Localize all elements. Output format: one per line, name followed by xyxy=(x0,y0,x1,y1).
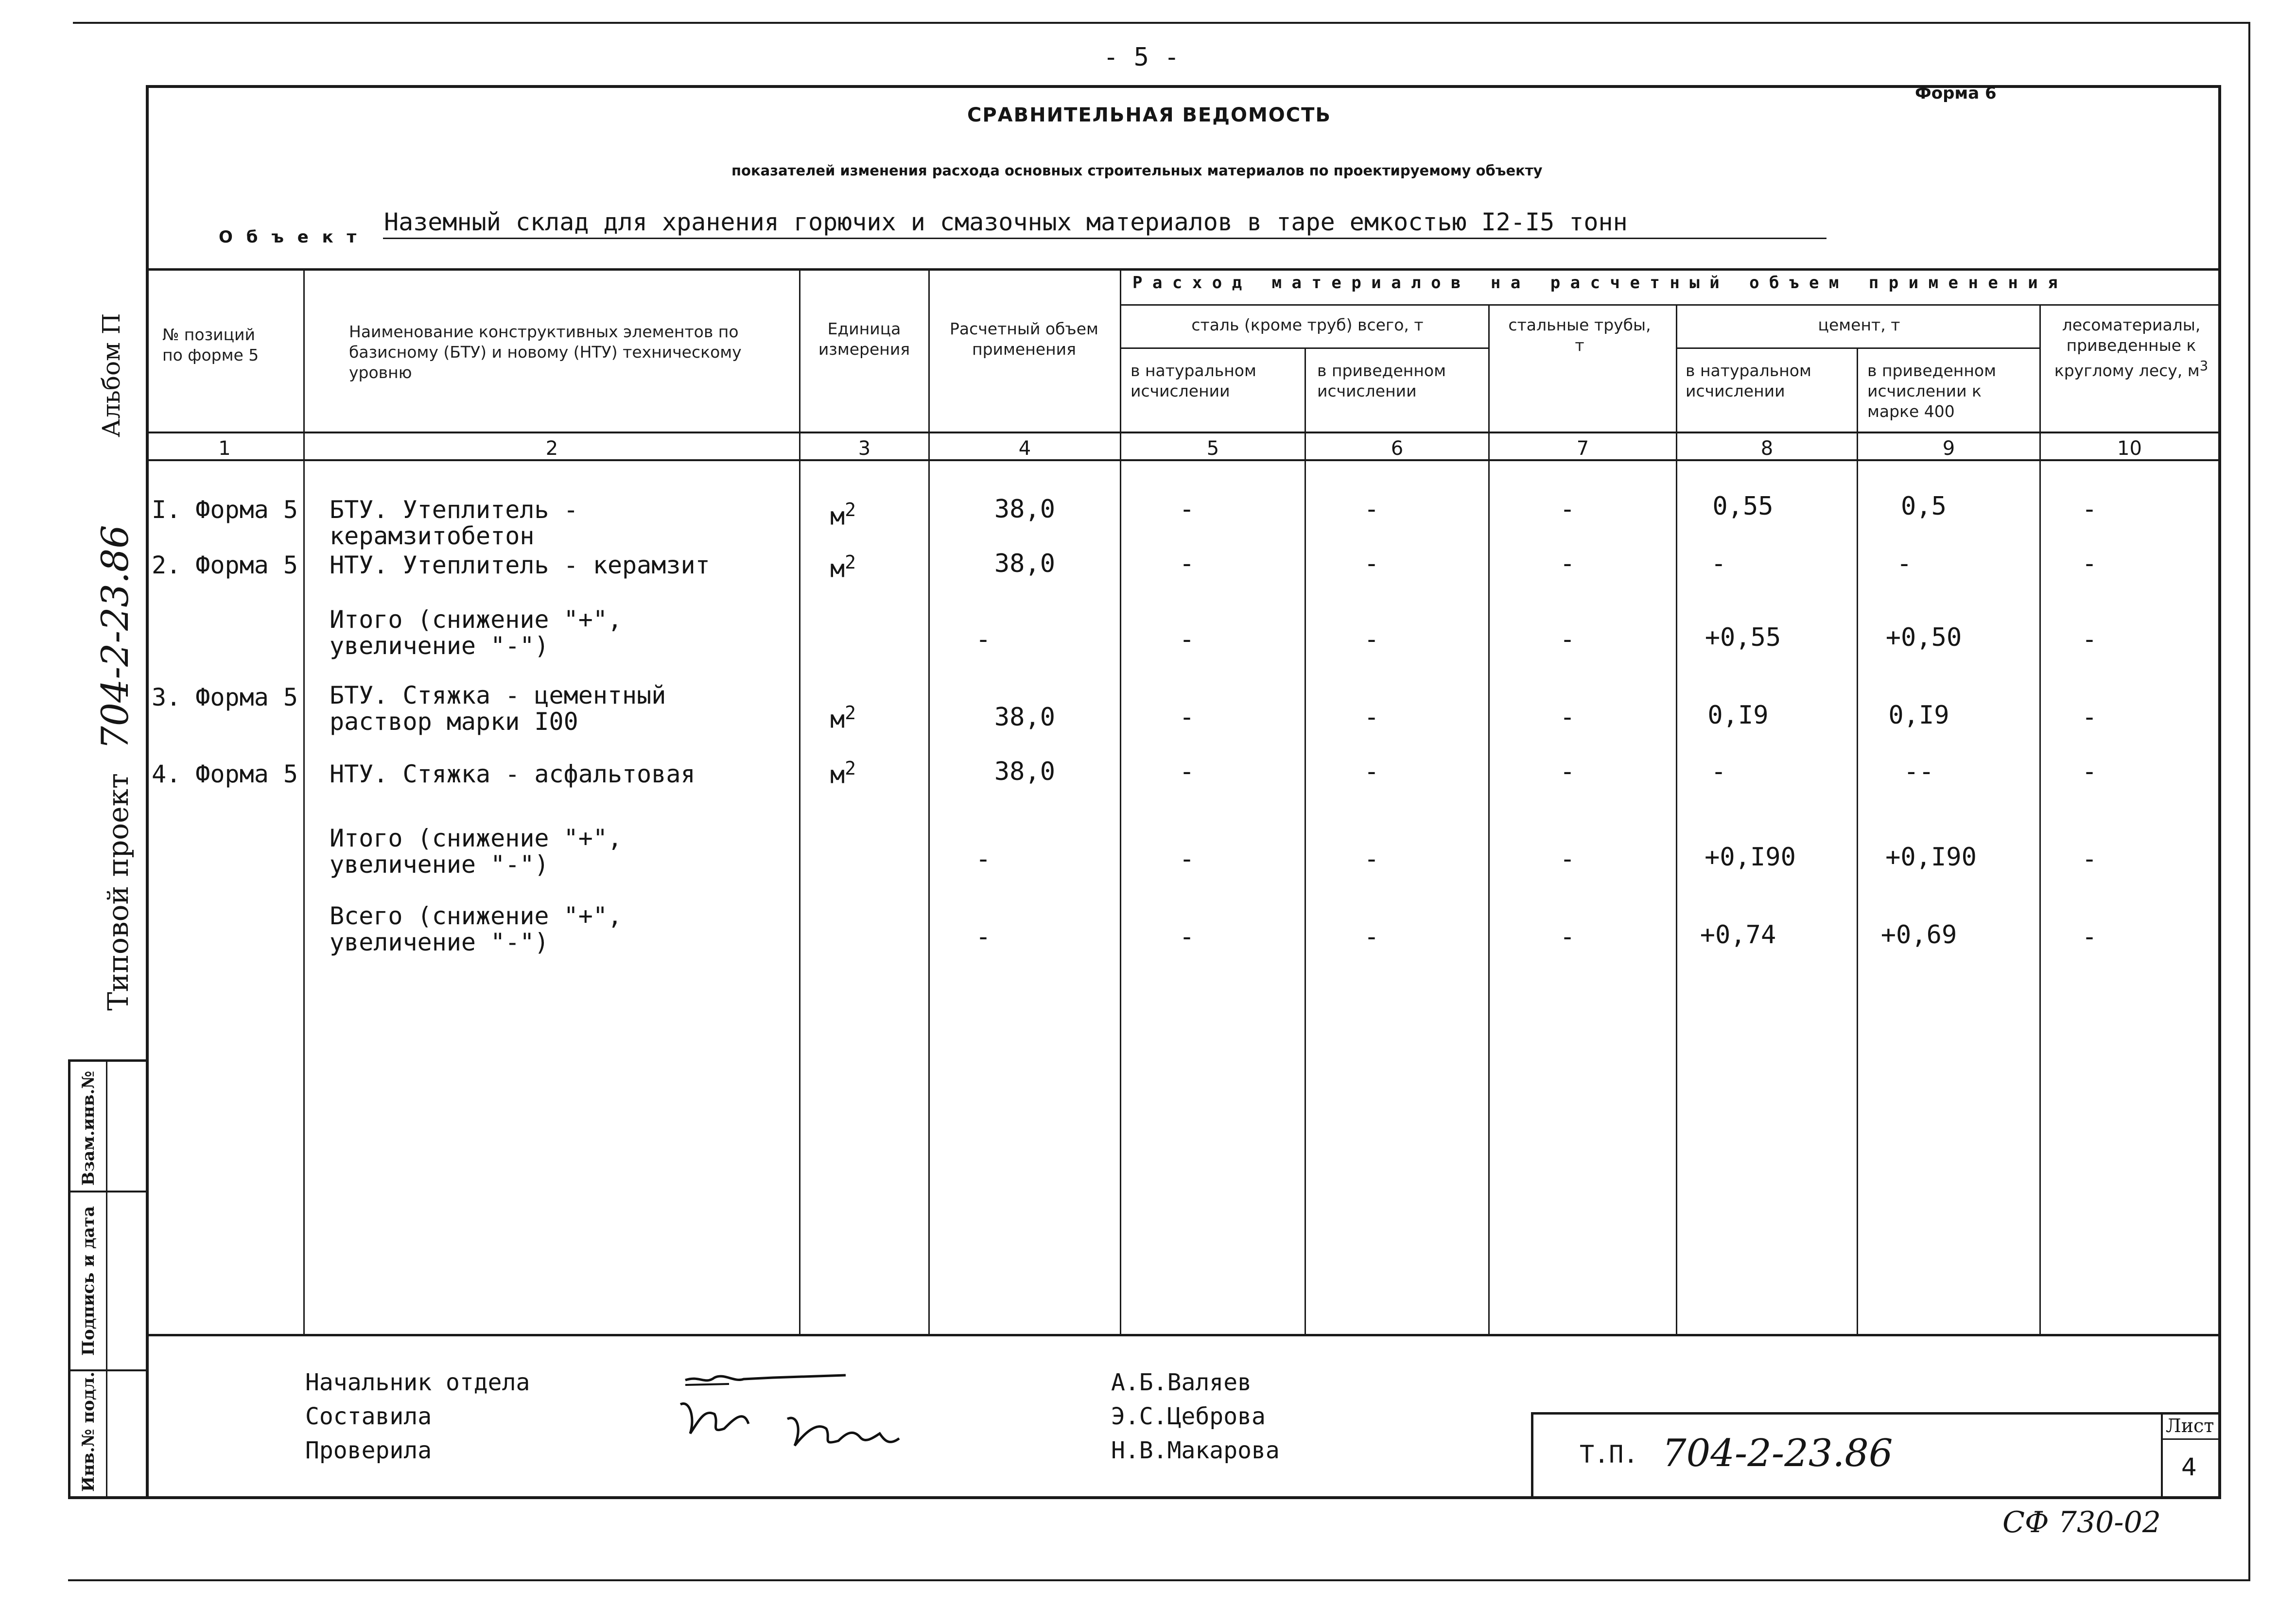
colnum-4: 4 xyxy=(1018,437,1031,460)
col-line-1 xyxy=(303,268,305,1335)
row-element-name: БТУ. Стяжка - цементный раствор марки I00 xyxy=(330,681,666,736)
row-cement-natural: +0,I90 xyxy=(1705,843,1796,872)
row-steel-reduced: - xyxy=(1364,495,1379,524)
document-title: СРАВНИТЕЛЬНАЯ ВЕДОМОСТЬ xyxy=(967,104,1331,126)
frame-bottom xyxy=(68,1496,2221,1499)
row-steel-natural: - xyxy=(1179,495,1195,524)
right-edge-line xyxy=(2248,22,2250,1581)
project-code-handwritten: 704-2-23.86 xyxy=(93,525,137,750)
row-cement-natural: +0,74 xyxy=(1700,920,1776,950)
row-volume: - xyxy=(975,845,991,874)
stamp-inv-original: Инв.№ подл. xyxy=(79,1371,98,1492)
row-cement-reduced: 0,5 xyxy=(1901,492,1947,521)
colnum-7: 7 xyxy=(1576,437,1589,460)
colnum-5: 5 xyxy=(1206,437,1219,460)
stamp-left xyxy=(68,1059,70,1499)
titleblock-prefix: Т.П. xyxy=(1580,1440,1638,1469)
project-label-text: Типовой проект xyxy=(102,773,135,1011)
header-pipes: стальные трубы, т xyxy=(1508,315,1651,355)
album-label: Альбом П xyxy=(97,313,125,437)
row-cement-reduced: - xyxy=(1896,549,1912,578)
row-unit xyxy=(830,755,856,788)
frame-left xyxy=(146,85,149,1499)
role-compiled-by: Составила xyxy=(305,1403,432,1430)
row-cement-reduced: +0,50 xyxy=(1885,623,1962,652)
role-head-of-department: Начальник отдела xyxy=(305,1369,530,1396)
row-cement-natural: - xyxy=(1711,549,1726,578)
header-timber-label: лесоматериалы, приведенные к круглому лесу, xyxy=(2054,315,2201,380)
row-timber: - xyxy=(2082,549,2097,578)
object-label: О б ъ е к т xyxy=(219,227,361,247)
name-checked-by: Н.В.Макарова xyxy=(1111,1437,1280,1464)
row-element-name: Всего (снижение "+", увеличение "-") xyxy=(330,902,623,956)
row-cement-reduced: +0,69 xyxy=(1880,920,1957,950)
project-label xyxy=(93,525,137,1011)
header-timber-unit: м xyxy=(2187,361,2200,380)
footer-code-handwritten: СФ 730-02 xyxy=(2002,1505,2161,1539)
row-position: 4. Форма 5 xyxy=(152,760,298,788)
row-timber: - xyxy=(2082,757,2097,786)
table-bottom xyxy=(146,1334,2221,1336)
header-timber-unit-sup: 3 xyxy=(2199,358,2209,374)
row-volume: 38,0 xyxy=(994,549,1056,578)
top-rule xyxy=(73,22,2250,24)
row-position: 2. Форма 5 xyxy=(152,551,298,579)
row-volume: 38,0 xyxy=(994,495,1056,524)
row-steel-natural: - xyxy=(1179,757,1195,786)
name-head-of-department: А.Б.Валяев xyxy=(1111,1369,1252,1396)
titleblock-code-handwritten: 704-2-23.86 xyxy=(1662,1432,1893,1475)
colnum-9: 9 xyxy=(1942,437,1955,460)
page-number: - 5 - xyxy=(1103,43,1180,72)
header-steel-reduced: в приведенном исчислении xyxy=(1317,361,1446,400)
colnum-6: 6 xyxy=(1391,437,1404,460)
header-steel-natural: в натуральном исчислении xyxy=(1131,361,1256,400)
object-name: Наземный склад для хранения горючих и смазочных материалов в таре емкостью I2-I5 тонн xyxy=(384,208,1628,236)
name-compiled-by: Э.С.Цеброва xyxy=(1111,1403,1266,1430)
document-subtitle: показателей изменения расхода основных строительных материалов по проектируемому объекту xyxy=(731,162,1543,179)
header-consumption: Р а с х о д м а т е р и а л о в н а р а с ч е т н ы й о б ъ е м п р и м е н е н и я xyxy=(1132,273,2058,293)
row-cement-natural: 0,I9 xyxy=(1707,701,1769,730)
row-unit-text: м xyxy=(830,760,845,789)
row-steel-reduced: - xyxy=(1364,922,1379,951)
sheet-label: Лист xyxy=(2166,1415,2214,1436)
handwritten-signatures xyxy=(671,1361,943,1468)
row-cement-reduced: 0,I9 xyxy=(1888,701,1949,730)
row-element-name: Итого (снижение "+", увеличение "-") xyxy=(330,605,623,660)
row-steel-natural: - xyxy=(1179,703,1195,732)
frame-top xyxy=(146,85,2221,88)
row-position: 3. Форма 5 xyxy=(152,683,298,711)
row-volume: - xyxy=(975,625,991,654)
row-cement-natural: 0,55 xyxy=(1712,492,1774,521)
stamp-top xyxy=(68,1059,148,1062)
row-element-name: Итого (снижение "+", увеличение "-") xyxy=(330,824,623,879)
row-pipes: - xyxy=(1560,703,1575,732)
row-pipes: - xyxy=(1560,845,1575,874)
row-cement-natural: - xyxy=(1711,757,1726,786)
row-timber: - xyxy=(2082,703,2097,732)
col-line-2 xyxy=(799,268,800,1335)
header-steel: сталь (кроме труб) всего, т xyxy=(1191,315,1424,334)
row-steel-reduced: - xyxy=(1364,845,1379,874)
header-cement-natural: в натуральном исчислении xyxy=(1686,361,1811,400)
object-underline xyxy=(383,238,1826,239)
colnum-1: 1 xyxy=(218,437,231,460)
row-steel-reduced: - xyxy=(1364,757,1379,786)
row-pipes: - xyxy=(1560,625,1575,654)
titleblock-sheet-left xyxy=(2161,1412,2163,1499)
frame-right xyxy=(2218,85,2221,1499)
header-sub-line3 xyxy=(1676,347,2040,349)
row-element-name: БТУ. Утеплитель - керамзитобетон xyxy=(330,496,578,550)
bottom-rule xyxy=(68,1579,2250,1581)
row-element-name: НТУ. Утеплитель - керамзит xyxy=(330,551,710,579)
row-unit xyxy=(830,497,856,530)
header-unit: Единица измерения xyxy=(818,319,910,359)
row-cement-reduced: +0,I90 xyxy=(1885,843,1977,872)
titleblock-sheet-divider xyxy=(2161,1438,2221,1440)
row-unit-text: м xyxy=(830,502,845,531)
row-pipes: - xyxy=(1560,549,1575,578)
row-unit-sup: 2 xyxy=(845,758,856,779)
stamp-sign-date: Подпись и дата xyxy=(79,1206,98,1356)
row-steel-natural: - xyxy=(1179,625,1195,654)
header-cement: цемент, т xyxy=(1818,315,1900,334)
row-steel-reduced: - xyxy=(1364,703,1379,732)
col-line-3 xyxy=(928,268,930,1335)
row-unit-sup: 2 xyxy=(845,499,856,520)
sheet-number: 4 xyxy=(2181,1453,2197,1481)
row-unit xyxy=(830,700,856,733)
stamp-divider-1 xyxy=(68,1191,148,1192)
row-unit-sup: 2 xyxy=(845,702,856,724)
row-pipes: - xyxy=(1560,757,1575,786)
row-volume: - xyxy=(975,922,991,951)
titleblock-top xyxy=(1531,1412,2221,1415)
colnum-8: 8 xyxy=(1760,437,1774,460)
header-timber xyxy=(2046,315,2216,381)
row-cement-natural: +0,55 xyxy=(1705,623,1781,652)
role-checked-by: Проверила xyxy=(305,1437,432,1464)
titleblock-left xyxy=(1531,1412,1533,1499)
stamp-divider-2 xyxy=(68,1369,148,1371)
row-unit-sup: 2 xyxy=(845,552,856,573)
header-bottom xyxy=(146,432,2221,433)
row-timber: - xyxy=(2082,845,2097,874)
row-cement-reduced: -- xyxy=(1903,757,1934,786)
colnum-3: 3 xyxy=(858,437,871,460)
header-position: № позиций по форме 5 xyxy=(162,325,259,364)
row-steel-reduced: - xyxy=(1364,549,1379,578)
table-top xyxy=(146,268,2221,271)
row-volume: 38,0 xyxy=(994,757,1056,786)
stamp-inner-vertical xyxy=(106,1059,107,1499)
header-sub-line1 xyxy=(1120,304,2221,306)
col-line-4 xyxy=(1120,268,1121,1335)
row-unit xyxy=(830,549,856,582)
row-volume: 38,0 xyxy=(994,703,1056,732)
row-pipes: - xyxy=(1560,495,1575,524)
colnum-10: 10 xyxy=(2117,437,2142,460)
header-cement-reduced: в приведенном исчислении к марке 400 xyxy=(1867,361,1997,421)
header-element-name: Наименование конструктивных элементов по базисному (БТУ) и новому (НТУ) техническому уровню xyxy=(349,322,742,382)
stamp-inv-replace: Взам.инв.№ xyxy=(79,1071,98,1186)
row-unit-text: м xyxy=(830,705,845,734)
row-steel-natural: - xyxy=(1179,922,1195,951)
header-volume: Расчетный объем применения xyxy=(950,319,1098,359)
row-timber: - xyxy=(2082,922,2097,951)
row-timber: - xyxy=(2082,625,2097,654)
form-label: Форма 6 xyxy=(1915,84,1997,103)
row-element-name: НТУ. Стяжка - асфальтовая xyxy=(330,760,696,788)
row-unit-text: м xyxy=(830,554,845,583)
colnum-2: 2 xyxy=(545,437,558,460)
row-pipes: - xyxy=(1560,922,1575,951)
row-steel-reduced: - xyxy=(1364,625,1379,654)
row-steel-natural: - xyxy=(1179,845,1195,874)
row-steel-natural: - xyxy=(1179,549,1195,578)
row-timber: - xyxy=(2082,495,2097,524)
row-position: I. Форма 5 xyxy=(152,496,298,524)
